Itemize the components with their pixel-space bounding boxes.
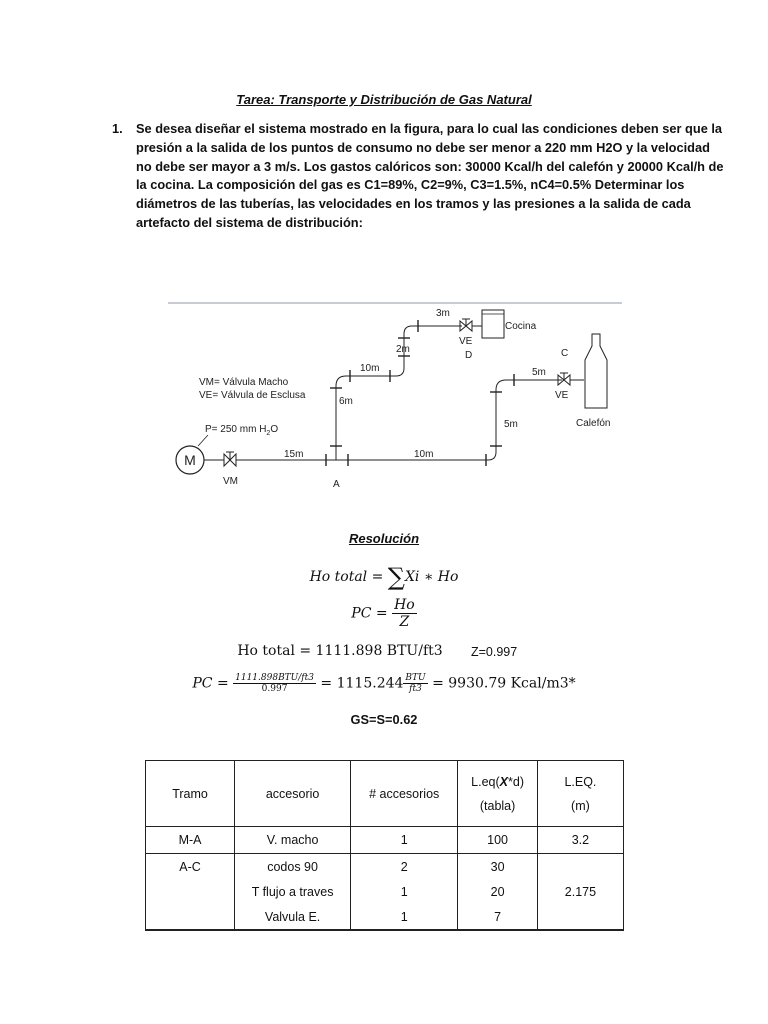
question-line: no debe ser mayor a 3 m/s. Los gastos calóricos son: 30000 Kcal/h del calefón y 20000 Kcal/h de (136, 158, 724, 174)
plug-valve-icon (224, 452, 236, 466)
length-10m-bottom: 10m (414, 449, 434, 460)
question-line: artefacto del sistema de distribución: (136, 214, 363, 230)
point-c-label: C (561, 348, 569, 359)
length-3m: 3m (436, 308, 450, 319)
document-title: Tarea: Transporte y Distribución de Gas Natural (236, 92, 532, 107)
length-15m: 15m (284, 449, 304, 460)
header-leq-post: *d) (508, 774, 524, 789)
question-1 (112, 120, 724, 233)
cell-count: 1 (351, 827, 458, 854)
equation-ho-total (0, 563, 768, 591)
eq4-unit-denominator: ft3 (409, 684, 422, 694)
header-accesorio: accesorio (235, 761, 351, 827)
point-a-label: A (333, 479, 340, 490)
eq1-rhs: Xi ∗ Ho (404, 569, 459, 585)
eq4-lhs: PC = (192, 675, 234, 692)
length-10m-upper: 10m (360, 363, 380, 374)
eq4-middle: = 1115.244 (315, 675, 404, 692)
length-5m-horizontal: 5m (532, 367, 546, 378)
header-leq-x: X (499, 774, 508, 789)
question-line: Se desea diseñar el sistema mostrado en la figura, para lo cual las condiciones deben ser que la (136, 121, 723, 136)
question-number: 1. (112, 121, 123, 136)
specific-gravity: GS=S=0.62 (350, 712, 418, 727)
eq2-lhs: PC = (351, 605, 393, 622)
piping-diagram (146, 296, 626, 518)
equation-pc (0, 597, 768, 630)
z-value: Z=0.997 (471, 645, 518, 659)
resolution-title: Resolución (348, 531, 420, 546)
cell-tramo (146, 904, 235, 930)
cell-leq-m: 3.2 (537, 827, 623, 854)
equivalent-length-table (145, 760, 624, 931)
eq2-denominator: Z (399, 614, 410, 630)
sum-symbol: ∑ (387, 563, 405, 591)
header-leq-pre: L.eq( (471, 774, 500, 789)
eq4-fraction (233, 673, 316, 694)
length-6m: 6m (339, 396, 353, 407)
eq4-numerator: 1111.898BTU/ft3 (235, 673, 314, 683)
eq2-fraction (392, 597, 417, 630)
eq1-lhs: Ho total = (309, 569, 388, 585)
cell-tramo: A-C (146, 854, 235, 880)
table-header-row (146, 761, 624, 827)
cell-accesorio: V. macho (235, 827, 351, 854)
cell-accesorio: codos 90 (235, 854, 351, 880)
cell-count: 1 (351, 904, 458, 930)
eq4-unit-fraction (403, 673, 427, 694)
gate-valve-icon (558, 373, 570, 385)
eq4-denominator: 0.997 (261, 684, 288, 694)
point-d-label: D (465, 350, 473, 361)
cell-accesorio: Valvula E. (235, 904, 351, 930)
header-leqm-line2: (m) (571, 798, 590, 813)
eq4-unit-numerator: BTU (405, 673, 426, 683)
table-row (146, 904, 624, 930)
header-leqm-line1: L.EQ. (564, 774, 597, 789)
header-num-accesorios: # accesorios (351, 761, 458, 827)
cell-accesorio: T flujo a traves (235, 879, 351, 904)
header-leq-m (537, 761, 623, 827)
eq2-numerator: Ho (394, 597, 415, 613)
equation-ho-value: Ho total = 1111.898 BTU/ft3 (237, 643, 443, 659)
meter-label: M (184, 452, 196, 468)
table-row (146, 827, 624, 854)
gate-valve-icon (460, 319, 472, 331)
ve-top-label: VE (459, 336, 473, 347)
calefon-appliance-icon (585, 334, 607, 408)
legend-ve: VE= Válvula de Esclusa (199, 390, 306, 401)
vm-label: VM (223, 476, 238, 487)
cell-leq: 20 (458, 879, 538, 904)
ve-right-label: VE (555, 390, 569, 401)
pressure-arrow (198, 435, 208, 446)
cell-tramo: M-A (146, 827, 235, 854)
cell-leq: 7 (458, 904, 538, 930)
eq4-rhs: = 9930.79 Kcal/m3* (427, 675, 576, 692)
header-tramo: Tramo (146, 761, 235, 827)
header-leq-tabla (458, 761, 538, 827)
header-leq-line2: (tabla) (479, 798, 516, 813)
pressure-label: P= 250 mm $H_2O$ (205, 424, 279, 437)
table-row (146, 879, 624, 904)
cell-count: 1 (351, 879, 458, 904)
cell-leq-m: 2.175 (537, 879, 623, 904)
cell-count: 2 (351, 854, 458, 880)
length-2m: 2m (396, 344, 410, 355)
equation-pc-value (0, 673, 768, 694)
question-line: presión a la salida de los puntos de consumo no debe ser menor a 220 mm H2O y la velocidad (136, 139, 710, 155)
question-text (136, 120, 724, 233)
table-row (146, 854, 624, 880)
cell-leq: 100 (458, 827, 538, 854)
piping-diagram-svg (146, 296, 626, 518)
cell-leq: 30 (458, 854, 538, 880)
question-line: la cocina. La composición del gas es C1=89%, C2=9%, C3=1.5%, nC4=0.5% Determinar los (136, 177, 685, 193)
cell-leq-m (537, 904, 623, 930)
length-5m-vertical: 5m (504, 419, 518, 430)
cell-tramo (146, 879, 235, 904)
question-line: diámetros de las tuberías, las velocidades en los tramos y las presiones a la salida de cada (136, 196, 691, 212)
cocina-label: Cocina (505, 321, 537, 332)
cell-leq-m (537, 854, 623, 880)
legend-vm: VM= Válvula Macho (199, 377, 289, 388)
calefon-label: Calefón (576, 418, 611, 429)
